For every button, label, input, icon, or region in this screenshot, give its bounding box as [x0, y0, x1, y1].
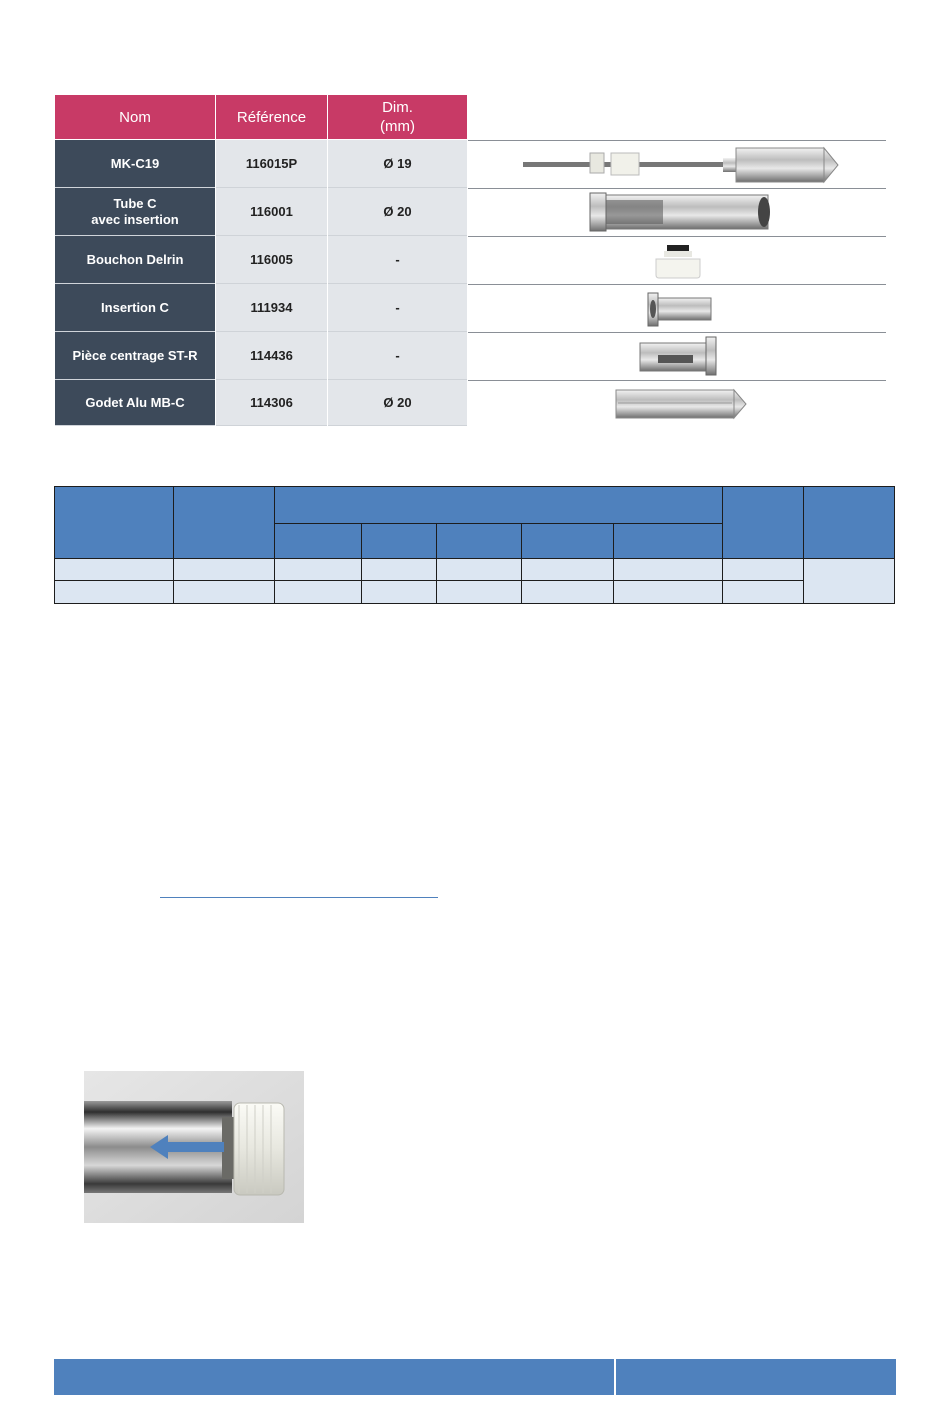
- spec-body-cell: [722, 580, 804, 604]
- spec-body-cell: [361, 580, 437, 604]
- spec-header-cell: [173, 486, 275, 559]
- spec-subheader-cell: [521, 523, 614, 559]
- aluminium-cup-icon: [468, 381, 886, 427]
- insert-icon: [468, 285, 886, 333]
- header-dimension-line2: (mm): [380, 118, 415, 135]
- spec-subheader-cell: [436, 523, 522, 559]
- spec-subheader-cell: [274, 523, 362, 559]
- part-image-cell: [468, 188, 886, 236]
- part-name: MK-C19: [55, 140, 215, 188]
- spec-table: [54, 486, 895, 604]
- spec-body-cell: [274, 558, 362, 581]
- spec-body-cell: [274, 580, 362, 604]
- plug-icon: [468, 237, 886, 285]
- footer-bar-right: [616, 1359, 896, 1395]
- part-reference: 114436: [216, 332, 327, 380]
- part-name: Pièce centrage ST-R: [55, 332, 215, 380]
- spec-subheader-cell: [613, 523, 723, 559]
- part-name: [55, 188, 215, 236]
- part-reference: 116015P: [216, 140, 327, 188]
- spec-body-cell: [361, 558, 437, 581]
- spec-body-cell: [436, 580, 522, 604]
- spec-body-cell: [521, 558, 614, 581]
- sensor-probe-icon: [468, 141, 886, 189]
- tube-plug-photo: [84, 1071, 304, 1223]
- spec-body-cell: [613, 558, 723, 581]
- part-name-line1: Tube C: [113, 195, 157, 211]
- table-row: [55, 380, 886, 426]
- spec-subheader-cell: [361, 523, 437, 559]
- spec-body-cell: [54, 558, 174, 581]
- header-dimension-line1: Dim.: [382, 99, 413, 116]
- part-dimension: Ø 19: [328, 140, 467, 188]
- header-dimension: [328, 95, 467, 139]
- part-image-cell: [468, 332, 886, 380]
- part-dimension: -: [328, 332, 467, 380]
- table-row: [55, 236, 886, 284]
- tube-with-plug-photo-icon: [84, 1071, 304, 1223]
- part-image-cell: [468, 284, 886, 332]
- spec-body-cell: [613, 580, 723, 604]
- part-image-cell: [468, 236, 886, 284]
- tube-icon: [468, 189, 886, 237]
- spec-header-cell: [722, 486, 804, 559]
- part-image-cell: [468, 380, 886, 426]
- spec-body-cell: [54, 580, 174, 604]
- spec-body-cell: [436, 558, 522, 581]
- spec-body-cell: [173, 580, 275, 604]
- header-name: Nom: [55, 95, 215, 139]
- spec-body-cell: [173, 558, 275, 581]
- centering-piece-icon: [468, 333, 886, 381]
- spec-body-cell-merged: [803, 558, 895, 604]
- spec-header-cell: [803, 486, 895, 559]
- part-name: Insertion C: [55, 284, 215, 332]
- spec-header-cell: [54, 486, 174, 559]
- part-reference: 116005: [216, 236, 327, 284]
- spec-header-group-cell: [274, 486, 723, 524]
- part-name: Bouchon Delrin: [55, 236, 215, 284]
- part-dimension: -: [328, 284, 467, 332]
- table-row: [55, 188, 886, 236]
- table-row: [55, 332, 886, 380]
- part-reference: 114306: [216, 380, 327, 426]
- hyperlink-underline[interactable]: [160, 897, 438, 898]
- table-row: [55, 284, 886, 332]
- header-reference: Référence: [216, 95, 327, 139]
- part-name: Godet Alu MB-C: [55, 380, 215, 426]
- part-dimension: Ø 20: [328, 380, 467, 426]
- table-row: [55, 140, 886, 188]
- part-dimension: -: [328, 236, 467, 284]
- part-image-cell: [468, 140, 886, 188]
- spec-body-cell: [722, 558, 804, 581]
- footer-bar-left: [54, 1359, 614, 1395]
- part-name-line2: avec insertion: [91, 211, 179, 227]
- part-reference: 116001: [216, 188, 327, 236]
- part-dimension: Ø 20: [328, 188, 467, 236]
- spec-body-cell: [521, 580, 614, 604]
- part-reference: 111934: [216, 284, 327, 332]
